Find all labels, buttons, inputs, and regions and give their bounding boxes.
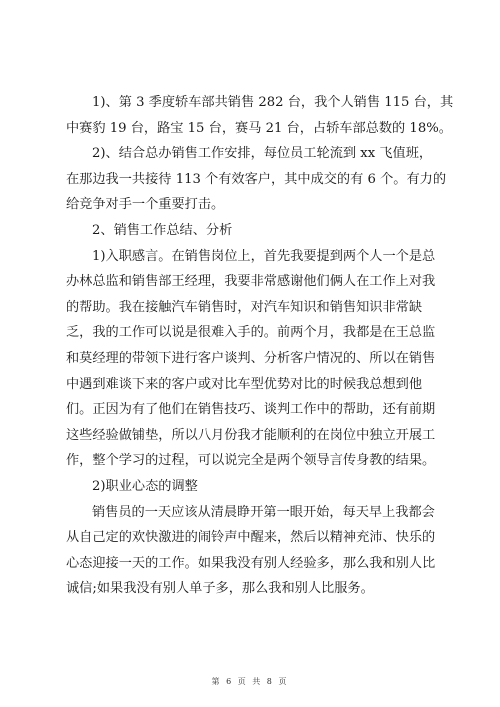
heading-line: 2、销售工作总结、分析 xyxy=(92,222,233,238)
text-line: 乏，我的工作可以说是很难入手的。前两个月，我都是在王总监 xyxy=(66,325,436,341)
text-line: 办林总监和销售部王经理，我要非常感谢他们俩人在工作上对我 xyxy=(66,274,436,290)
text-line: 诚信;如果我没有别人单子多，那么我和别人比服务。 xyxy=(66,581,374,597)
text-line: 2)、结合总办销售工作安排，每位员工轮流到 xx 飞值班， xyxy=(92,146,433,162)
section-heading xyxy=(66,218,434,244)
paragraph-duty-rotation xyxy=(66,141,447,218)
text-line: 在那边我一共接待 113 个有效客户，其中成交的有 6 个。有力的 xyxy=(66,171,447,187)
text-line: 的帮助。我在接触汽车销售时，对汽车知识和销售知识非常缺 xyxy=(66,299,423,315)
text-line: 1)入职感言。在销售岗位上，首先我要提到两个人一个是总 xyxy=(92,248,436,264)
text-line: 作，整个学习的过程，可以说完全是两个领导言传身教的结果。 xyxy=(66,453,436,469)
text-line: 给竞争对手一个重要打击。 xyxy=(66,197,225,213)
text-line: 们。正因为有了他们在销售技巧、谈判工作中的帮助，还有前期 xyxy=(66,402,436,418)
text-line: 这些经验做铺垫，所以八月份我才能顺利的在岗位中独立开展工 xyxy=(66,427,436,443)
paragraph-attitude xyxy=(66,500,434,602)
document-body xyxy=(66,90,454,602)
page-number-footer: 第 6 页 共 8 页 xyxy=(211,677,289,686)
subsection-heading xyxy=(66,474,434,500)
text-line: 中赛豹 19 台，路宝 15 台，赛马 21 台，占轿车部总数的 18%。 xyxy=(66,120,452,136)
paragraph-sales-figures xyxy=(66,90,454,141)
heading-line: 2)职业心态的调整 xyxy=(92,478,198,494)
paragraph-onboarding xyxy=(66,244,434,474)
text-line: 和莫经理的带领下进行客户谈判、分析客户情况的、所以在销售 xyxy=(66,350,436,366)
text-line: 从自己定的欢快激进的闹铃声中醒来，然后以精神充沛、快乐的 xyxy=(66,530,436,546)
text-line: 中遇到难谈下来的客户或对比车型优势对比的时候我总想到他 xyxy=(66,376,423,392)
text-line: 1)、第 3 季度轿车部共销售 282 台，我个人销售 115 台，其 xyxy=(92,95,454,110)
text-line: 心态迎接一天的工作。如果我没有别人经验多，那么我和别人比 xyxy=(66,555,436,571)
text-line: 销售员的一天应该从清晨睁开第一眼开始，每天早上我都会 xyxy=(92,504,435,520)
